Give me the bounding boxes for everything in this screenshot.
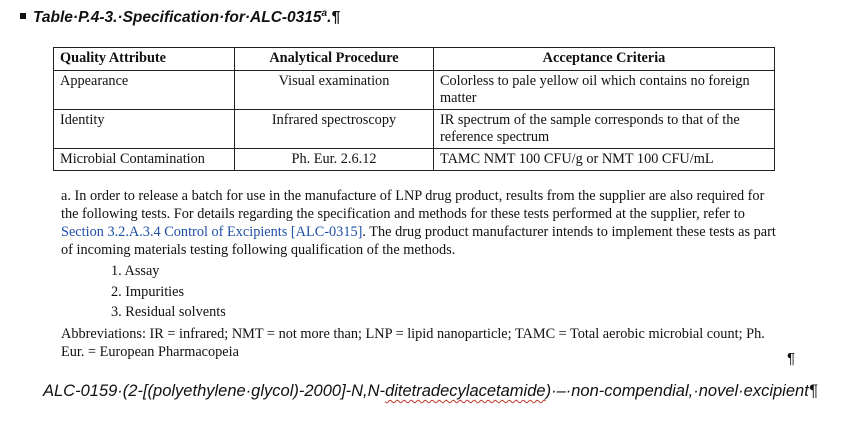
caption-end-mark: .¶ bbox=[327, 9, 341, 27]
spellcheck-word: ditetradecylacetamide bbox=[385, 382, 546, 400]
header-analytical-procedure: Analytical Procedure bbox=[235, 48, 434, 71]
cell-procedure: Infrared spectroscopy bbox=[235, 110, 434, 149]
cell-procedure: Visual examination bbox=[235, 71, 434, 110]
table-header-row bbox=[54, 48, 775, 71]
bullet-icon bbox=[20, 13, 26, 19]
supplier-tests-list bbox=[61, 261, 777, 323]
list-item: 2. Impurities bbox=[111, 283, 185, 300]
footnote-text-part2: . The drug product manufacturer intends to implement these tests as part of incoming materials testing following qualification of the methods. bbox=[61, 224, 776, 258]
cell-criteria: IR spectrum of the sample corresponds to that of the reference spectrum bbox=[434, 110, 775, 149]
specification-table bbox=[53, 47, 775, 171]
cell-attribute: Microbial Contamination bbox=[54, 149, 235, 171]
table-row bbox=[54, 110, 775, 149]
header-acceptance-criteria: Acceptance Criteria bbox=[434, 48, 775, 71]
heading-part1: ALC-0159·(2-[(polyethylene·glycol)-2000]-N,N- bbox=[43, 382, 386, 400]
table-row bbox=[54, 71, 775, 110]
heading-part2: )·–·non-compendial,·novel·excipient¶ bbox=[545, 382, 818, 400]
cell-criteria: TAMC NMT 100 CFU/g or NMT 100 CFU/mL bbox=[434, 149, 775, 171]
footnote-a bbox=[61, 187, 777, 259]
section-reference-link[interactable]: Section 3.2.A.3.4 Control of Excipients [ALC-0315] bbox=[61, 224, 363, 240]
list-item: 1. Assay bbox=[111, 263, 160, 279]
excipient-heading bbox=[43, 379, 833, 404]
cell-criteria: Colorless to pale yellow oil which contains no foreign matter bbox=[434, 71, 775, 110]
table-footnotes bbox=[61, 187, 777, 361]
cell-procedure: Ph. Eur. 2.6.12 bbox=[235, 149, 434, 171]
list-item: 3. Residual solvents bbox=[111, 304, 226, 320]
header-quality-attribute: Quality Attribute bbox=[54, 48, 235, 71]
cell-attribute: Identity bbox=[54, 110, 235, 149]
footnote-text-part1: a. In order to release a batch for use in the manufacture of LNP drug product, results from the supplier are also required for the following tests. For details regarding the specification and methods for these tests performed at the supplier, refer to bbox=[61, 188, 765, 222]
paragraph-mark: ¶ bbox=[787, 350, 796, 367]
table-caption bbox=[20, 8, 340, 27]
cell-attribute: Appearance bbox=[54, 71, 235, 110]
abbreviations-note: Abbreviations: IR = infrared; NMT = not more than; LNP = lipid nanoparticle; TAMC = Total aerobic microbial count; Ph. Eur. = European Pharmacopeia bbox=[61, 325, 765, 360]
caption-text: Table·P.4-3.·Specification·for·ALC-0315 bbox=[33, 9, 322, 27]
caption-superscript: a bbox=[321, 8, 328, 19]
table-row bbox=[54, 149, 775, 171]
